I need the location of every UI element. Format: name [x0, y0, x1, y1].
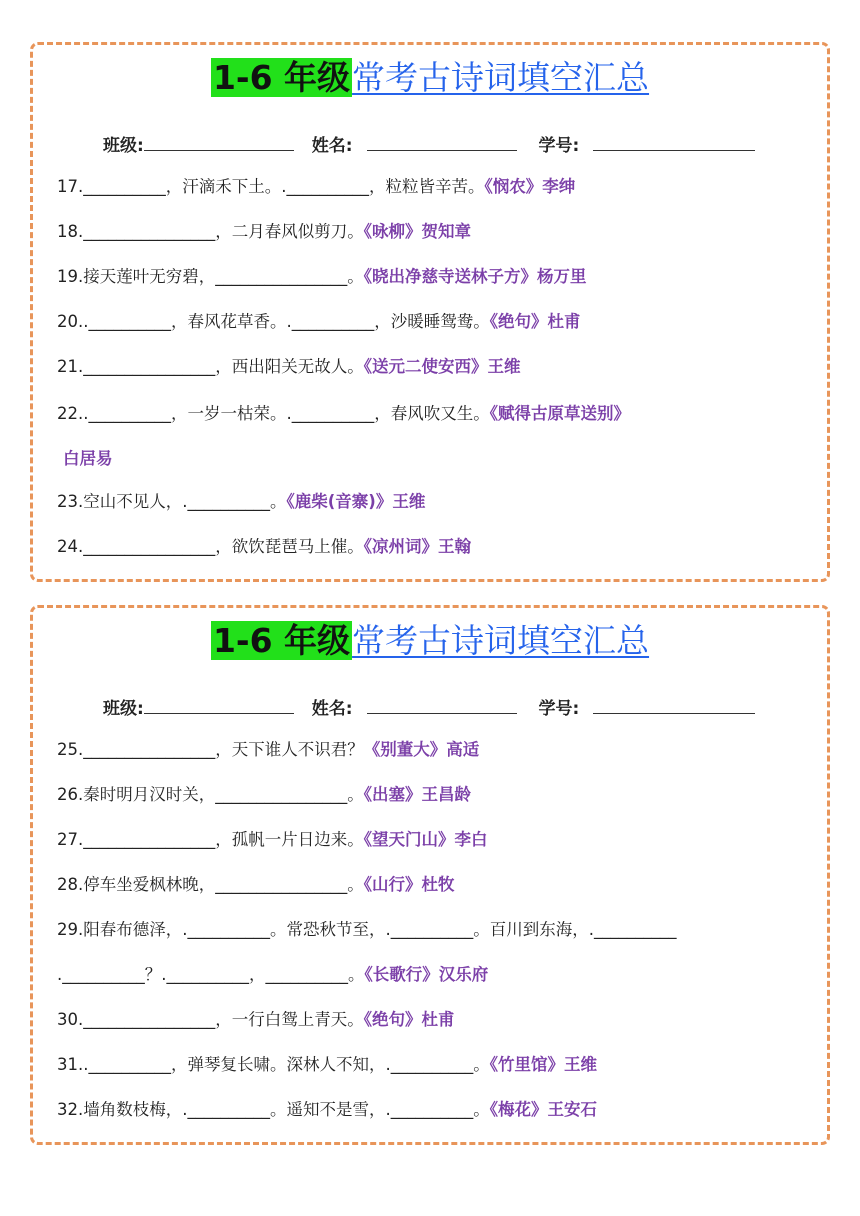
list-item: 21.________________，西出阳关无故人。《送元二使安西》王维 [57, 357, 521, 376]
poem-source: 《咏柳》贺知章 [363, 222, 471, 241]
list-item: 28.停车坐爱枫林晚，________________。《山行》杜牧 [57, 875, 455, 894]
id-field[interactable] [593, 134, 755, 151]
student-info-line [103, 131, 755, 156]
list-item: 19.接天莲叶无穷碧，________________。《晓出净慈寺送林子方》杨万里 [57, 267, 587, 286]
title-grade-highlight: 1-6 年级 [212, 58, 351, 97]
title-grade-highlight: 1-6 年级 [212, 621, 351, 660]
list-item: 20..__________，春风花草香。.__________，沙暖睡鸳鸯。《绝句》杜甫 [57, 312, 581, 331]
list-item [63, 448, 113, 470]
list-item: 29.阳春布德泽，.__________。常恐秋节至，.__________。百川到东海，.__________ [57, 920, 677, 939]
class-label: 班级: [103, 136, 144, 156]
poem-source: 《晓出净慈寺送林子方》杨万里 [363, 267, 587, 286]
poem-source: 《出塞》王昌龄 [363, 785, 471, 804]
poem-source: 《绝句》杜甫 [363, 1010, 455, 1029]
poem-source: 《别董大》高适 [363, 740, 480, 759]
name-field[interactable] [367, 134, 517, 151]
list-item: .__________？.__________，__________。《长歌行》汉乐府 [57, 965, 489, 984]
id-field[interactable] [593, 697, 755, 714]
list-item: 22..__________，一岁一枯荣。.__________，春风吹又生。《赋得古原草送别》 [57, 404, 630, 423]
worksheet-card-2 [30, 605, 830, 1145]
poem-source: 白居易 [63, 449, 113, 468]
poem-source: 《赋得古原草送别》 [489, 404, 630, 423]
worksheet-title [33, 53, 827, 103]
list-item: 23.空山不见人，.__________。《鹿柴(音寨)》王维 [57, 492, 426, 511]
list-item: 17.__________，汗滴禾下土。.__________，粒粒皆辛苦。《悯农》李绅 [57, 177, 576, 196]
list-item: 32.墙角数枝梅，.__________。遥知不是雪，.__________。《梅花》王安石 [57, 1100, 597, 1119]
poem-source: 《绝句》杜甫 [489, 312, 581, 331]
id-label: 学号: [538, 699, 580, 719]
name-label: 姓名: [311, 699, 353, 719]
list-item: 24.________________，欲饮琵琶马上催。《凉州词》王翰 [57, 537, 471, 556]
poem-source: 《悯农》李绅 [484, 177, 576, 196]
class-field[interactable] [144, 697, 294, 714]
list-item: 25.________________，天下谁人不识君？《别董大》高适 [57, 740, 480, 759]
poem-source: 《送元二使安西》王维 [363, 357, 521, 376]
worksheet-title [33, 616, 827, 666]
poem-source: 《竹里馆》王维 [489, 1055, 597, 1074]
poem-source: 《望天门山》李白 [363, 830, 488, 849]
name-field[interactable] [367, 697, 517, 714]
list-item: 30.________________，一行白鸳上青天。《绝句》杜甫 [57, 1010, 455, 1029]
poem-source: 《长歌行》汉乐府 [364, 965, 489, 984]
title-text: 常考古诗词填空汇总 [352, 58, 650, 97]
list-item: 18.________________，二月春风似剪刀。《咏柳》贺知章 [57, 222, 471, 241]
id-label: 学号: [538, 136, 580, 156]
student-info-line [103, 694, 755, 719]
list-item: 31..__________，弹琴复长啸。深林人不知，.__________。《竹里馆》王维 [57, 1055, 597, 1074]
poem-source: 《梅花》王安石 [489, 1100, 597, 1119]
poem-source: 《鹿柴(音寨)》王维 [286, 492, 426, 511]
poem-source: 《山行》杜牧 [363, 875, 455, 894]
class-field[interactable] [144, 134, 294, 151]
worksheet-card-1 [30, 42, 830, 582]
title-text: 常考古诗词填空汇总 [352, 621, 650, 660]
poem-source: 《凉州词》王翰 [363, 537, 471, 556]
list-item: 27.________________，孤帆一片日边来。《望天门山》李白 [57, 830, 488, 849]
name-label: 姓名: [311, 136, 353, 156]
list-item: 26.秦时明月汉时关，________________。《出塞》王昌龄 [57, 785, 471, 804]
class-label: 班级: [103, 699, 144, 719]
